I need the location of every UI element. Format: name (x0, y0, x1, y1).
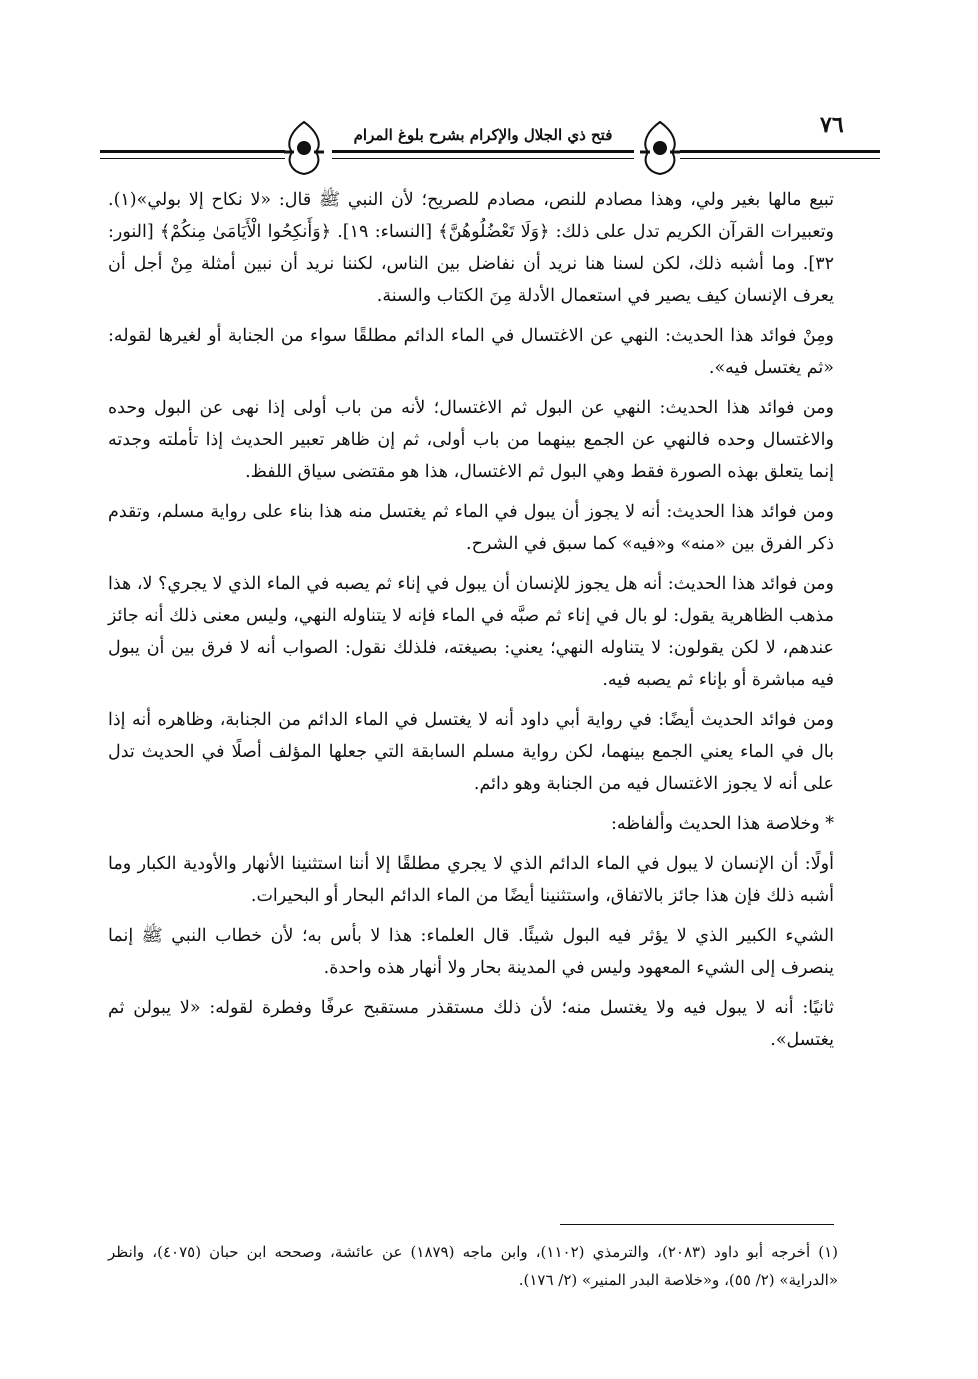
paragraph: ومن فوائد الحديث أيضًا: في رواية أبي داود أنه لا يغتسل في الماء الدائم من الجنابة، وظاهره أنه إذا بال في الماء يعني الجمع بينهما، لكن رواية مسلم السابقة التي جعلها المؤلف أصلًا في الحديث تدل على أنه لا يجوز الاغتسال فيه من الجنابة وهو دائم. (108, 710, 834, 794)
footnote: (١) أخرجه أبو داود (٢٠٨٣)، والترمذي (١١٠٢)، وابن ماجه (١٨٧٩) عن عائشة، وصححه ابن حبان (٤٠٧٥)، وانظر «الدراية» (٢/ ٥٥)، و«خلاصة البدر المنير» (٢/ ١٧٦). (108, 1243, 838, 1289)
paragraph: ومن فوائد هذا الحديث: النهي عن البول ثم الاغتسال؛ لأنه من باب أولى إذا نهى عن البول وحده والاغتسال وحده فالنهي عن الجمع بينهما من باب أولى، ثم إن ظاهر تعبير الحديث إذا تأملته وجدته إنما يتعلق بهذه الصورة فقط وهي البول ثم الاغتسال، هذا هو مقتضى سياق اللفظ. (108, 398, 834, 482)
paragraph: ثانيًا: أنه لا يبول فيه ولا يغتسل منه؛ لأن ذلك مستقذر مستقبح عرفًا وفطرة لقوله: «لا يبولن ثم يغتسل». (108, 998, 834, 1050)
paragraph: ومن فوائد هذا الحديث: أنه هل يجوز للإنسان أن يبول في إناء ثم يصبه في الماء الذي لا يجري؟ لا، هذا مذهب الظاهرية يقول: لو بال في إناء ثم صبَّه في الماء فإنه لا يتناوله النهي، وليس معنى ذلك أنه جائز عندهم، لا لكن يقولون: لا يتناوله النهي؛ يعني: بصيغته، فلذلك نقول: الصواب أنه لا فرق بين أن يبول فيه مباشرة أو بإناء ثم يصبه فيه. (108, 574, 834, 690)
ornament-right-icon (636, 118, 684, 178)
ornament-left-icon (280, 118, 328, 178)
running-title: فتح ذي الجلال والإكرام بشرح بلوغ المرام (353, 126, 613, 144)
paragraph: ومن فوائد هذا الحديث: أنه لا يجوز أن يبول في الماء ثم يغتسل منه هذا بناء على رواية مسلم، وتقدم ذكر الفرق بين «منه» و«فيه» كما سبق في الشرح. (108, 502, 834, 554)
page-header (100, 108, 880, 178)
section-heading: * وخلاصة هذا الحديث وألفاظه: (611, 814, 834, 834)
paragraph: تبيع مالها بغير ولي، وهذا مصادم للنص، مصادم للصريح؛ لأن النبي ﷺ قال: «لا نكاح إلا بولي»(١). وتعبيرات القرآن الكريم تدل على ذلك: ﴿وَلَا تَعْضُلُوهُنَّ﴾ [النساء: ١٩]. ﴿وَأَنكِحُوا الْأَيَامَىٰ مِنكُمْ﴾ [النور: ٣٢]. وما أشبه ذلك، لكن لسنا هنا نريد أن نفاضل بين الناس، لكننا نريد أن نبين أمثلة مِنْ أجل أن يعرف الإنسان كيف يصير في استعمال الأدلة مِنَ الكتاب والسنة. (108, 190, 835, 306)
paragraph: ومِنْ فوائد هذا الحديث: النهي عن الاغتسال في الماء الدائم مطلقًا سواء من الجنابة أو لغيرها لقوله: «ثم يغتسل فيه». (108, 326, 834, 378)
body-text (108, 184, 834, 1064)
footnote-separator (560, 1224, 834, 1225)
paragraph: أولًا: أن الإنسان لا يبول في الماء الدائم الذي لا يجري مطلقًا إلا أننا استثنينا الأنهار والأودية الكبار وما أشبه ذلك فإن هذا جائز بالاتفاق، واستثنينا أيضًا من الماء الدائم البحار أو البحيرات. (108, 854, 834, 906)
header-rule-right (680, 150, 880, 159)
header-rule-left (100, 150, 285, 159)
header-rule-center (332, 150, 634, 159)
paragraph: الشيء الكبير الذي لا يؤثر فيه البول شيئًا. قال العلماء: هذا لا بأس به؛ لأن خطاب النبي ﷺ إنما ينصرف إلى الشيء المعهود وليس في المدينة بحار ولا أنهار هذه واحدة. (108, 926, 834, 978)
page-number: ٧٦ (820, 112, 844, 138)
